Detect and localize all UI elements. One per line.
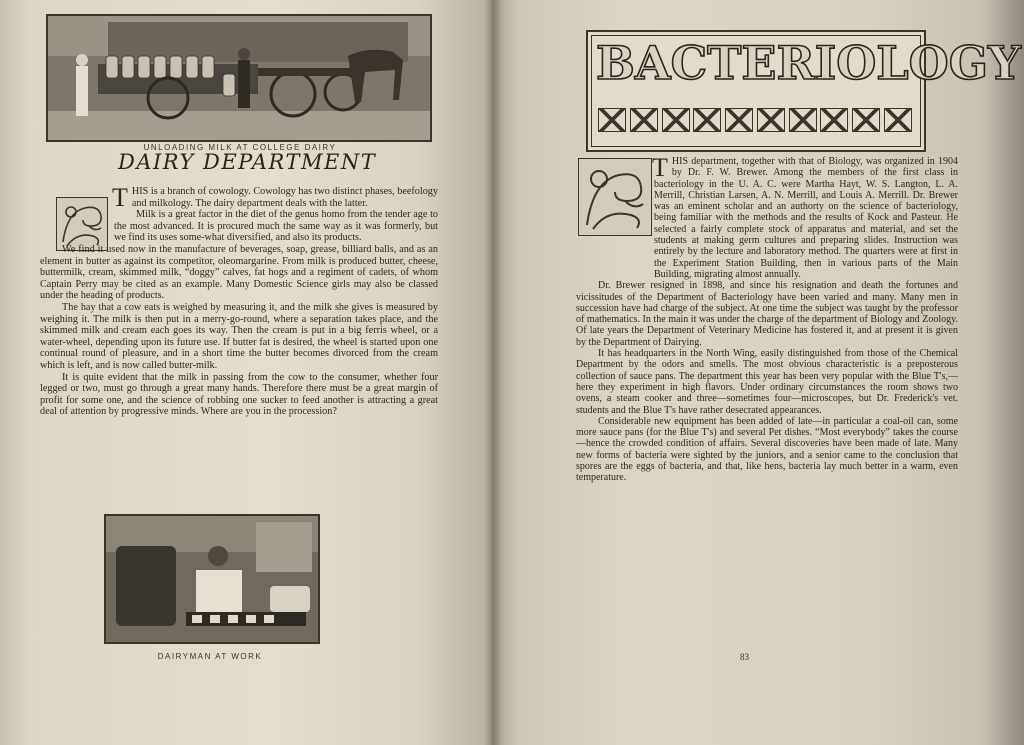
ornament-tile-icon [725,108,753,132]
paragraph-1: HIS department, together with that of Biology, was organized in 1904 by Dr. F. W. Brewer. Among the members of the first class in bacteriology in the U. A. C. were Martha Hayt, W. S. Langton, L. A. Merrill, Christian Larsen, A. N. Merrill, and Louis A. Merrill. Dr. Brewer was an eminent scholar and an authorty on the science of bacteriology, being familiar with the methods and the results of Kock and Pasteur. He selected a fairly complete stock of apparatus and material, and set the students at making germ cultures and preparing slides. Instruction was entirely by the lecture and laboratory method. The quarters were at first in the Experiment Station Building, then in various parts of the Main Building, migrating almost annually. [654,156,958,280]
ornament-tile-icon [662,108,690,132]
milk-wagon-illustration [48,16,430,140]
left-page [0,0,492,745]
ornament-tile-icon [789,108,817,132]
ornament-tile-icon [693,108,721,132]
right-page [492,0,1024,745]
paragraph-1: HIS is a branch of cowology. Cowology has two distinct phases, beefology and milkology. The dairy department deals with the latter. [131,186,438,209]
dairyman-illustration [106,516,318,642]
paragraph-5: It is quite evident that the milk in passing from the cow to the consumer, whether four legged or two, must go through a great many hands. Therefore there must be a great margin of profit for some one, and the science of robbing one sucker to feed another is attracting a great deal of attention by progressive minds. Where are you in the procession? [40,371,438,418]
book-gutter [484,0,502,745]
dropcap-letter: T [112,183,128,212]
paragraph-4: Considerable new equipment has been added of late—in particular a coal-oil can, some more sauce pans (for the Blue T's) and several Pet dishes. “Most everybody” takes the course—hence the crowded condition of affairs. Several discoveries have been made of late. Many new forms of bacteria were sighted by the juniors, and a senior came to the conclusion that spores are the eggs of bacteria, and that, like hens, bacteria lay much better in a warm, even temperature. [576,415,958,484]
ornament-tile-icon [852,108,880,132]
paragraph-3: It has headquarters in the North Wing, easily distinguished from those of the Chemical Department by the odors and smells. The most obvious characteristic is a preposterous collection of sauce pans. The department this year has been very popular with the Blue T's,—here they experiment in high flavors. Under ordinary circumstances the room shows two ovens, a steam cooker and three—sometimes four—microscopes, but Dr. Frederick's vet. students and the Blue T's have rather desecrated appearances. [576,348,958,416]
section-banner [586,30,1021,152]
paragraph-2: Milk is a great factor in the diet of the genus homo from the tender age to the most advanced. It is procured much the same way as it was formerly, but we find its uses some-what diversified, and also its products. [114,209,438,244]
top-photo-caption: UNLOADING MILK AT COLLEGE DAIRY [143,143,337,152]
dairy-article-text [40,183,438,418]
paragraph-3: We find it used now in the manufacture of beverages, soap, grease, billiard balls, and as an element in butter as against its competitor, oleomargarine. From milk is produced butter, cheese, buttermilk, cream, skimmed milk, “doggy” calves, fat hogs and a regiment of cadets, of whom Captain Perry may be cited as an example. Many Domestic Science girls may also be classed under the heading of products. [40,243,438,302]
ornament-tile-icon [884,108,912,132]
paragraph-4: The hay that a cow eats is weighed by measuring it, and the milk she gives is measured by weighing it. The milk is then put in a merry-go-round, where a separation takes place, and the skimmed milk and cream each goes its way. Then the cream is put in a big ferris wheel, or a water-wheel, depending upon its future use. If butter fat is desired, the wheel is started upon one continual round of pleasure, and in a short time the butter becomes divorced from the cream which is left, and is now called butter-milk. [40,301,438,371]
page-title: DAIRY DEPARTMENT [118,150,377,174]
photo-dairyman-at-work [104,514,320,644]
page-number: 83 [740,652,749,662]
banner-title: BACTERIOLOGY [596,36,1021,90]
bottom-photo-caption: DAIRYMAN AT WORK [157,652,263,661]
ornament-tile-icon [598,108,626,132]
ornament-tile-icon [757,108,785,132]
photo-unloading-milk [46,14,432,142]
ornament-tile-icon [820,108,848,132]
bacteriology-article-text [576,153,958,484]
paragraph-2: Dr. Brewer resigned in 1898, and since his resignation and death the fortunes and vicissitudes of the Department of Bacteriology have been varied and many. Many men in succession have had charge of the subject. At one time the subject was taught by the professor of mathematics. In the main it was under the charge of the department of Biology and Zoology. Of late years the Department of Veterinary Medicine has fostered it, and at present it is given by the Department of Dairying. [576,280,958,348]
ornament-tile-icon [630,108,658,132]
banner-ornament-row [598,108,912,134]
dropcap-letter: T [652,153,668,182]
